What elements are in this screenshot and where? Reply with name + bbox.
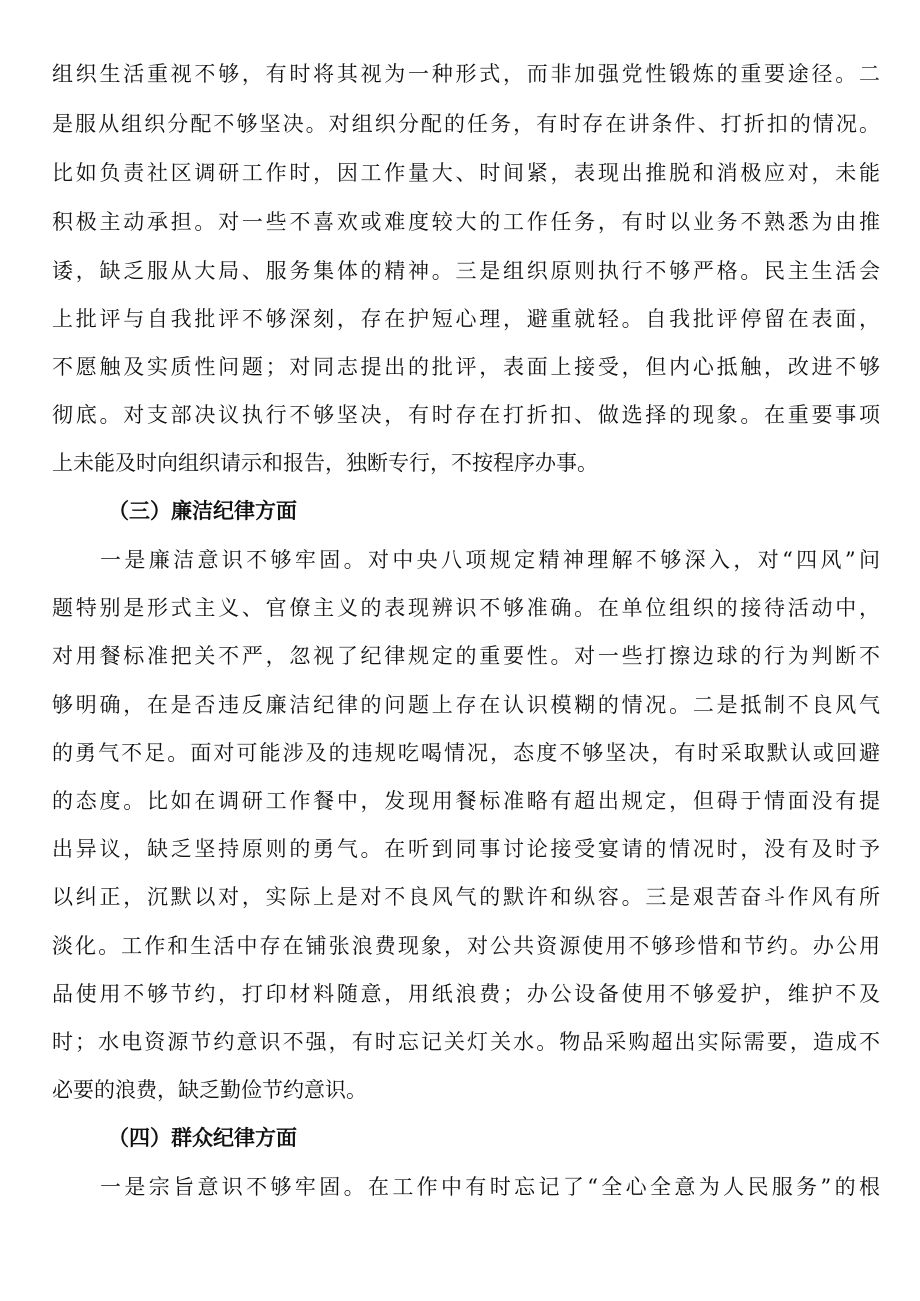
paragraph-line: 比如负责社区调研工作时，因工作量大、时间紧，表现出推脱和消极应对，未能: [52, 161, 880, 185]
paragraph-line: 对用餐标准把关不严，忽视了纪律规定的重要性。对一些打擦边球的行为判断不: [52, 644, 880, 668]
paragraph-line: 品使用不够节约，打印材料随意，用纸浪费；办公设备使用不够爱护，维护不及: [52, 982, 880, 1006]
paragraph-line: 诿，缺乏服从大局、服务集体的精神。三是组织原则执行不够严格。民主生活会: [52, 259, 880, 283]
paragraph-line: 的勇气不足。面对可能涉及的违规吃喝情况，态度不够坚决，有时采取默认或回避: [52, 741, 880, 765]
section-heading-discipline-integrity: （三）廉洁纪律方面: [108, 498, 297, 523]
paragraph-line: 是服从组织分配不够坚决。对组织分配的任务，有时存在讲条件、打折扣的情况。: [52, 112, 880, 136]
paragraph-line: 的态度。比如在调研工作餐中，发现用餐标准略有超出规定，但碍于情面没有提: [52, 789, 880, 813]
paragraph-line: 淡化。工作和生活中存在铺张浪费现象，对公共资源使用不够珍惜和节约。办公用: [52, 934, 880, 958]
paragraph-line: 题特别是形式主义、官僚主义的表现辨识不够准确。在单位组织的接待活动中，: [52, 596, 880, 620]
paragraph-line: 上批评与自我批评不够深刻，存在护短心理，避重就轻。自我批评停留在表面，: [52, 307, 880, 331]
paragraph-line: 积极主动承担。对一些不喜欢或难度较大的工作任务，有时以业务不熟悉为由推: [52, 210, 880, 234]
paragraph-line: 上未能及时向组织请示和报告，独断专行，不按程序办事。: [52, 451, 598, 475]
section-heading-mass-discipline: （四）群众纪律方面: [108, 1125, 297, 1150]
paragraph-line: 够明确，在是否违反廉洁纪律的问题上存在认识模糊的情况。二是抵制不良风气: [52, 693, 880, 717]
paragraph-line: 组织生活重视不够，有时将其视为一种形式，而非加强党性锻炼的重要途径。二: [52, 62, 880, 86]
paragraph-line: 一是宗旨意识不够牢固。在工作中有时忘记了“全心全意为人民服务”的根: [100, 1175, 880, 1199]
paragraph-line: 必要的浪费，缺乏勤俭节约意识。: [52, 1078, 367, 1102]
paragraph-line: 以纠正，沉默以对，实际上是对不良风气的默许和纵容。三是艰苦奋斗作风有所: [52, 885, 880, 909]
paragraph-line: 时；水电资源节约意识不强，有时忘记关灯关水。物品采购超出实际需要，造成不: [52, 1030, 880, 1054]
paragraph-line: 出异议，缺乏坚持原则的勇气。在听到同事讨论接受宴请的情况时，没有及时予: [52, 837, 880, 861]
paragraph-line: 不愿触及实质性问题；对同志提出的批评，表面上接受，但内心抵触，改进不够: [52, 355, 880, 379]
paragraph-line: 彻底。对支部决议执行不够坚决，有时存在打折扣、做选择的现象。在重要事项: [52, 403, 880, 427]
paragraph-line: 一是廉洁意识不够牢固。对中央八项规定精神理解不够深入，对“四风”问: [100, 548, 880, 572]
